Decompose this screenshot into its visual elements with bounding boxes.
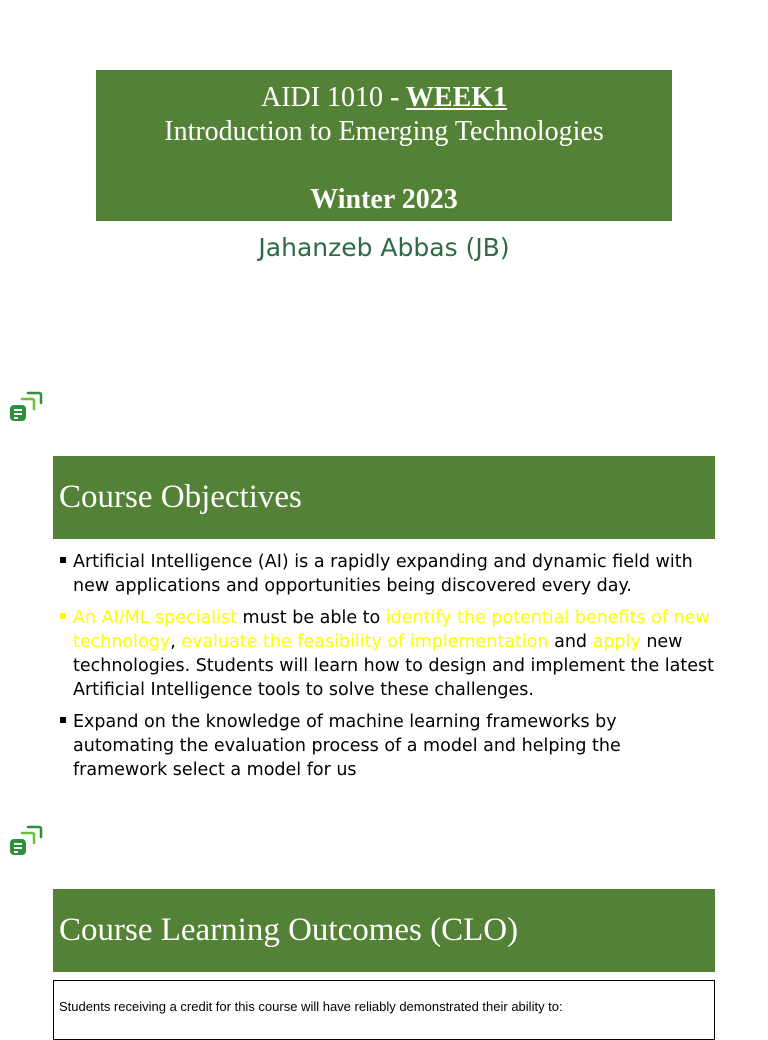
course-name: Introduction to Emerging Technologies xyxy=(164,116,604,147)
bullet-marker xyxy=(60,557,66,563)
clo-intro-box xyxy=(53,980,715,1040)
clo-heading: Course Learning Outcomes (CLO) xyxy=(53,889,715,972)
logo-icon xyxy=(8,389,44,425)
highlight-text: evaluate the feasibility of implementation xyxy=(181,632,549,652)
bullet-marker xyxy=(60,613,66,619)
objective-text: , xyxy=(170,632,182,652)
clo-intro-text: Students receiving a credit for this course will have reliably demonstrated their ability to: xyxy=(59,999,563,1014)
objectives-heading: Course Objectives xyxy=(53,456,715,539)
logo-icon xyxy=(8,823,44,859)
list-item xyxy=(58,606,714,702)
objective-text: and xyxy=(548,632,593,652)
term-label: Winter 2023 xyxy=(310,184,458,215)
objective-text: Artificial Intelligence (AI) is a rapidly expanding and dynamic field with new applications and opportunities being discovered every day. xyxy=(73,552,693,596)
highlight-text: identify the potential benefits of new technology xyxy=(73,608,710,652)
highlight-text: An AI/ML specialist xyxy=(73,608,237,628)
course-code-line xyxy=(96,82,672,114)
objective-text: must be able to xyxy=(236,608,386,628)
title-banner xyxy=(96,70,672,221)
course-code: AIDI 1010 xyxy=(260,82,384,113)
list-item xyxy=(58,710,714,782)
objectives-list xyxy=(58,550,714,790)
highlight-text: apply xyxy=(592,632,641,652)
objective-text: new technologies. Students will learn how to design and implement the latest Artificial Intelligence tools to solve these challenges. xyxy=(73,632,714,700)
bullet-marker xyxy=(60,717,66,723)
list-item xyxy=(58,550,714,598)
week-label: WEEK1 xyxy=(405,82,508,113)
objective-text: Expand on the knowledge of machine learning frameworks by automating the evaluation process of a model and helping the framework select a model for us xyxy=(73,712,621,780)
title-separator: - xyxy=(383,82,406,113)
instructor-name: Jahanzeb Abbas (JB) xyxy=(258,233,510,262)
